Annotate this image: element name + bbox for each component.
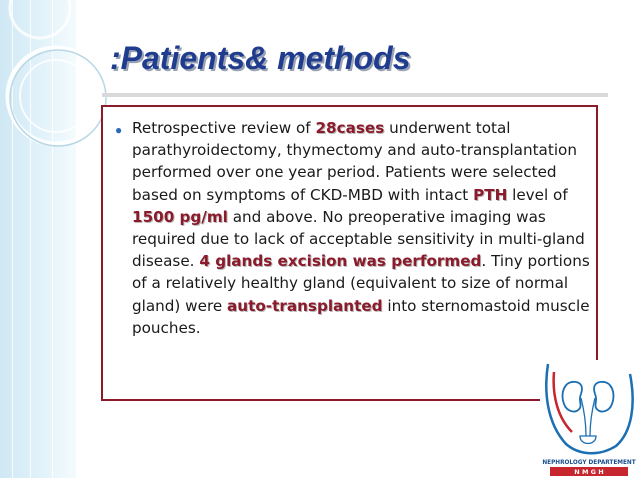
text-segment: Retrospective review of <box>132 119 316 137</box>
highlight-pth-level: 1500 pg/ml <box>132 207 228 226</box>
nephrology-logo <box>540 360 638 478</box>
title-underline-bar <box>102 93 608 97</box>
highlight-auto-transplanted: auto-transplanted <box>227 296 383 315</box>
text-segment: into sternomastoid muscle pouches. <box>132 296 590 337</box>
logo-hospital-text: N M G H <box>574 468 604 476</box>
logo-department-text: NEPHROLOGY DEPARTEMENT <box>542 458 636 466</box>
text-segment: and above. No preoperative imaging was required due to lack of acceptable sensitivity in multi-gland disease. <box>132 207 585 271</box>
body-paragraph <box>132 117 600 339</box>
highlight-pth: PTH <box>473 185 508 204</box>
text-segment: level of <box>507 185 568 204</box>
bullet-icon: ● <box>115 123 123 137</box>
text-segment: underwent total parathyroidectomy, thymectomy and auto-transplantation performed over one year period. Patients were selected based on symptoms of CKD-MBD with intact <box>132 119 577 204</box>
highlight-excision: 4 glands excision was performed <box>199 252 482 271</box>
highlight-case-count: 28cases <box>315 119 385 137</box>
slide-title: :Patients& methods <box>110 40 411 76</box>
text-segment: . Tiny portions of a relatively healthy gland (equivalent to size of normal gland) were <box>132 252 590 315</box>
